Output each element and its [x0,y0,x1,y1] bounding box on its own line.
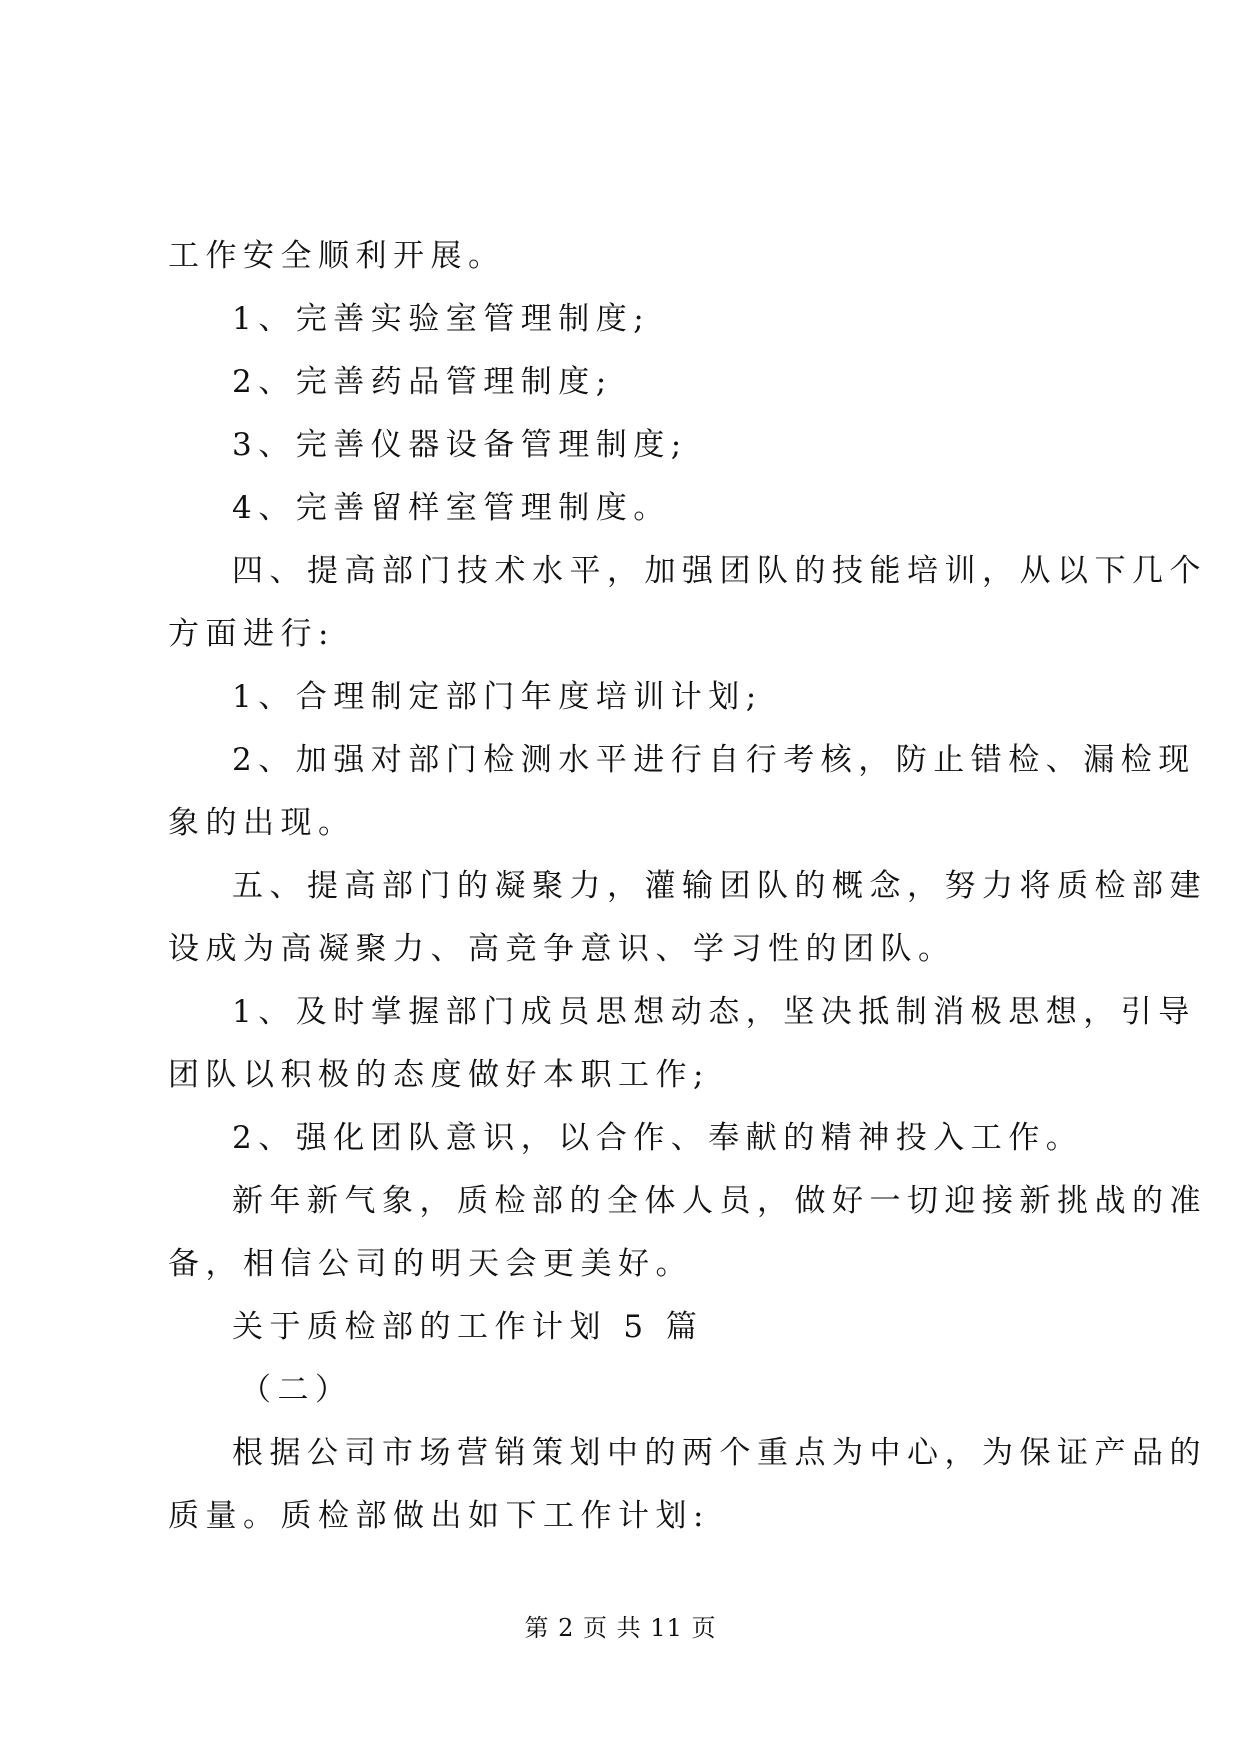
text-line: 设成为高凝聚力、高竞争意识、学习性的团队。 [168,931,956,967]
list-item: 3、完善仪器设备管理制度; [232,427,688,463]
text-line: 团队以积极的态度做好本职工作; [168,1057,710,1093]
part-label: （二） [240,1372,353,1408]
list-item: 1、及时掌握部门成员思想动态，坚决抵制消极思想，引导 [232,994,1196,1030]
list-item: 2、完善药品管理制度; [232,364,613,400]
text-line: 工作安全顺利开展。 [168,238,506,274]
list-item: 1、完善实验室管理制度; [232,301,651,337]
article-title: 关于质检部的工作计划 5 篇 [232,1309,704,1345]
paragraph-line: 根据公司市场营销策划中的两个重点为中心，为保证产品的 [232,1435,1207,1471]
list-item: 2、加强对部门检测水平进行自行考核，防止错检、漏检现 [232,742,1196,778]
text-line: 方面进行: [168,616,335,652]
section-heading: 四、提高部门技术水平，加强团队的技能培训，从以下几个 [232,553,1207,589]
section-heading: 五、提高部门的凝聚力，灌输团队的概念，努力将质检部建 [232,868,1207,904]
list-item: 2、强化团队意识，以合作、奉献的精神投入工作。 [232,1120,1084,1156]
text-line: 备，相信公司的明天会更美好。 [168,1246,693,1282]
text-line: 象的出现。 [168,805,356,841]
text-line: 质量。质检部做出如下工作计划: [168,1498,710,1534]
list-item: 1、合理制定部门年度培训计划; [232,679,763,715]
document-body [168,225,1207,1548]
page-number-footer: 第 2 页 共 11 页 [524,1614,717,1642]
paragraph-line: 新年新气象，质检部的全体人员，做好一切迎接新挑战的准 [232,1183,1207,1219]
list-item: 4、完善留样室管理制度。 [232,490,671,526]
